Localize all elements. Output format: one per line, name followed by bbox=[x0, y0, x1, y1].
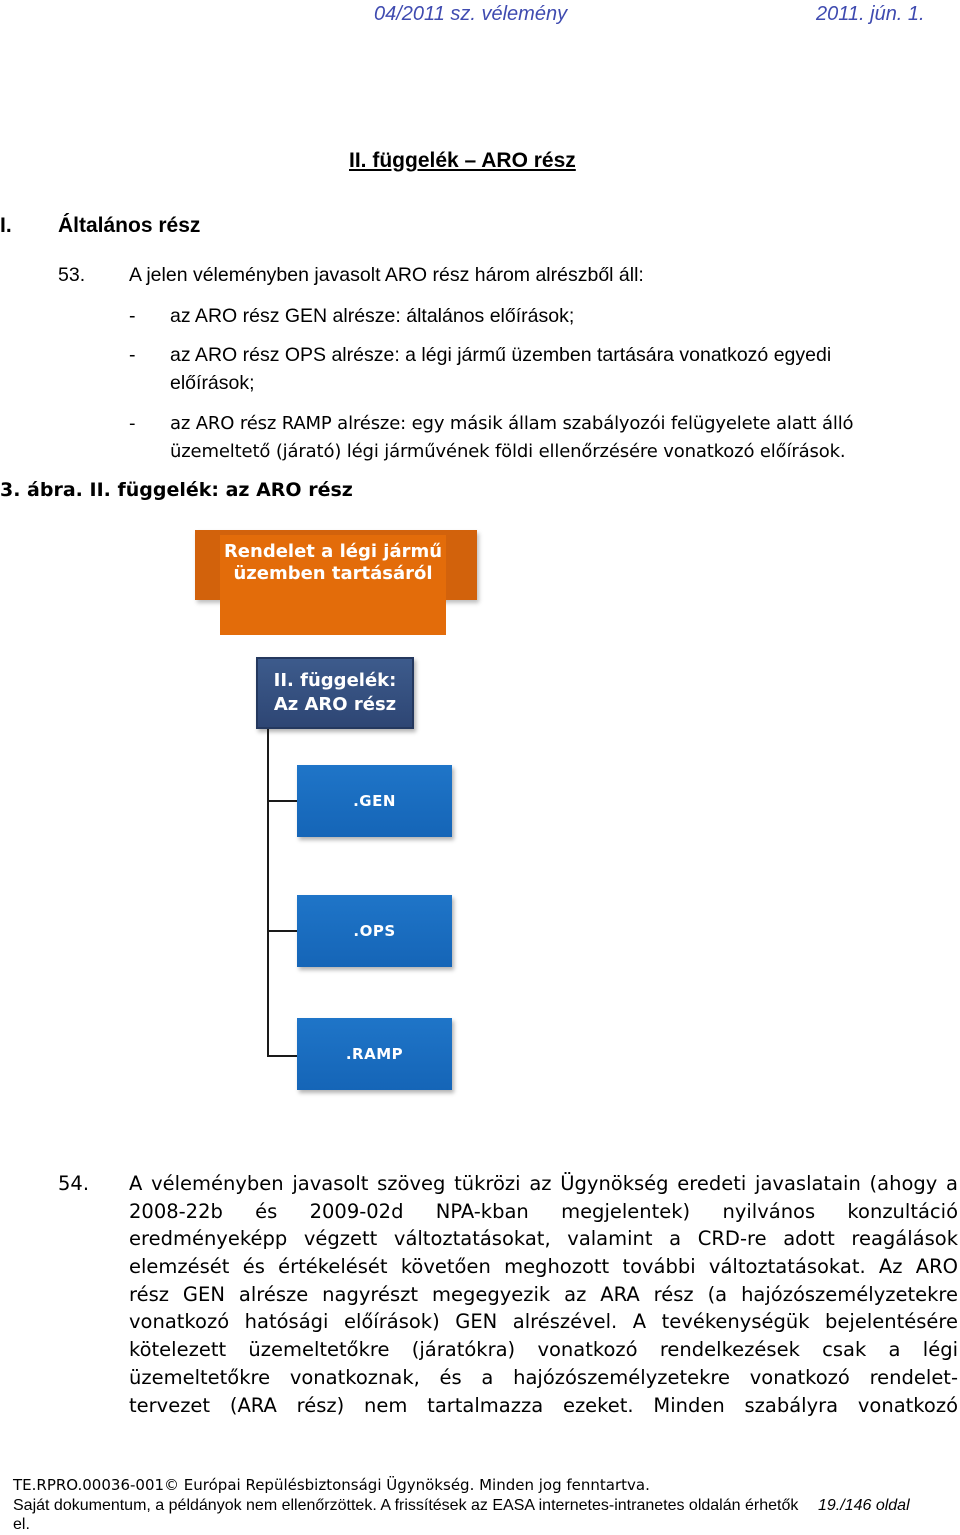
diagram-connector-gen bbox=[267, 800, 297, 802]
paragraph-53-intro: A jelen véleményben javasolt ARO rész három alrészből áll: bbox=[129, 264, 644, 286]
diagram-ops-box: .OPS bbox=[297, 895, 452, 967]
paragraph-number-53: 53. bbox=[58, 264, 86, 286]
bullet-dash: - bbox=[129, 344, 136, 366]
footer-notice-end: el. bbox=[13, 1516, 30, 1533]
diagram-connector-vertical bbox=[267, 729, 269, 1057]
bullet-ops-line1: az ARO rész OPS alrésze: a légi jármű üzemben tartására vonatkozó egyedi bbox=[170, 344, 832, 366]
paragraph-number-54: 54. bbox=[58, 1172, 90, 1195]
diagram-regulation-box: Rendelet a légi jármű üzemben tartásáról bbox=[220, 535, 446, 635]
annex-box-line2: Az ARO rész bbox=[273, 694, 397, 715]
bullet-dash: - bbox=[129, 413, 136, 434]
annex-box-line1: II. függelék: bbox=[273, 670, 397, 691]
page-title: II. függelék – ARO rész bbox=[349, 149, 576, 172]
figure-caption: 3. ábra. II. függelék: az ARO rész bbox=[0, 479, 353, 501]
header-date: 2011. jún. 1. bbox=[816, 3, 925, 25]
bullet-ramp-line2: üzemeltető (járató) légi járművének földi ellenőrzésére vonatkozó előírások. bbox=[170, 441, 846, 462]
diagram-ramp-box: .RAMP bbox=[297, 1018, 452, 1090]
paragraph-54-line: eredményeképp végzett változtatásokat, valamint a CRD-re adott reagálások bbox=[129, 1227, 958, 1250]
bullet-ops-line2: előírások; bbox=[170, 372, 255, 394]
paragraph-54-line: A véleményben javasolt szöveg tükrözi az Ügynökség eredeti javaslatain (ahogy a bbox=[129, 1172, 958, 1195]
diagram-annex-box bbox=[256, 657, 414, 729]
paragraph-54-line: elemzését és értékelését követően meghozott további változtatásokat. Az ARO bbox=[129, 1255, 958, 1278]
paragraph-54-line: tervezet (ARA rész) nem tartalmazza ezeket. Minden szabályra vonatkozó bbox=[129, 1394, 958, 1417]
section-heading: Általános rész bbox=[58, 214, 201, 237]
diagram-connector-ops bbox=[267, 930, 297, 932]
diagram-gen-box: .GEN bbox=[297, 765, 452, 837]
diagram-connector-ramp bbox=[267, 1055, 297, 1057]
bullet-dash: - bbox=[129, 305, 136, 327]
bullet-ramp-line1: az ARO rész RAMP alrésze: egy másik állam szabályozói felügyelete alatt álló bbox=[170, 413, 854, 434]
paragraph-54-line: vonatkozó hatósági előírások) GEN alrészével. A tevékenységük bejelentésére bbox=[129, 1310, 958, 1333]
paragraph-54-line: üzemeltetőkre vonatkoznak, és a hajózószemélyzetekre vonatkozó rendelet- bbox=[129, 1366, 958, 1389]
section-number: I. bbox=[0, 214, 12, 237]
paragraph-54-line: rész GEN alrésze nagyrészt megegyezik az ARA rész (a hajózószemélyzetekre bbox=[129, 1283, 958, 1306]
header-doc-number: 04/2011 sz. vélemény bbox=[374, 3, 568, 25]
footer-notice: Saját dokumentum, a példányok nem ellenőrzöttek. A frissítések az EASA internetes-intranetes oldalán érhetők bbox=[13, 1497, 799, 1514]
paragraph-54-line: 2008-22b és 2009-02d NPA-kban megjelentek) nyilvános konzultáció bbox=[129, 1200, 958, 1223]
footer-copyright: TE.RPRO.00036-001© Európai Repülésbiztonsági Ügynökség. Minden jog fenntartva. bbox=[13, 1476, 650, 1494]
footer-page-number: 19./146 oldal bbox=[818, 1497, 910, 1514]
paragraph-54-line: kötelezett üzemeltetőkre (járatókra) vonatkozó rendelkezések csak a légi bbox=[129, 1338, 958, 1361]
bullet-gen: az ARO rész GEN alrésze: általános előírások; bbox=[170, 305, 575, 327]
